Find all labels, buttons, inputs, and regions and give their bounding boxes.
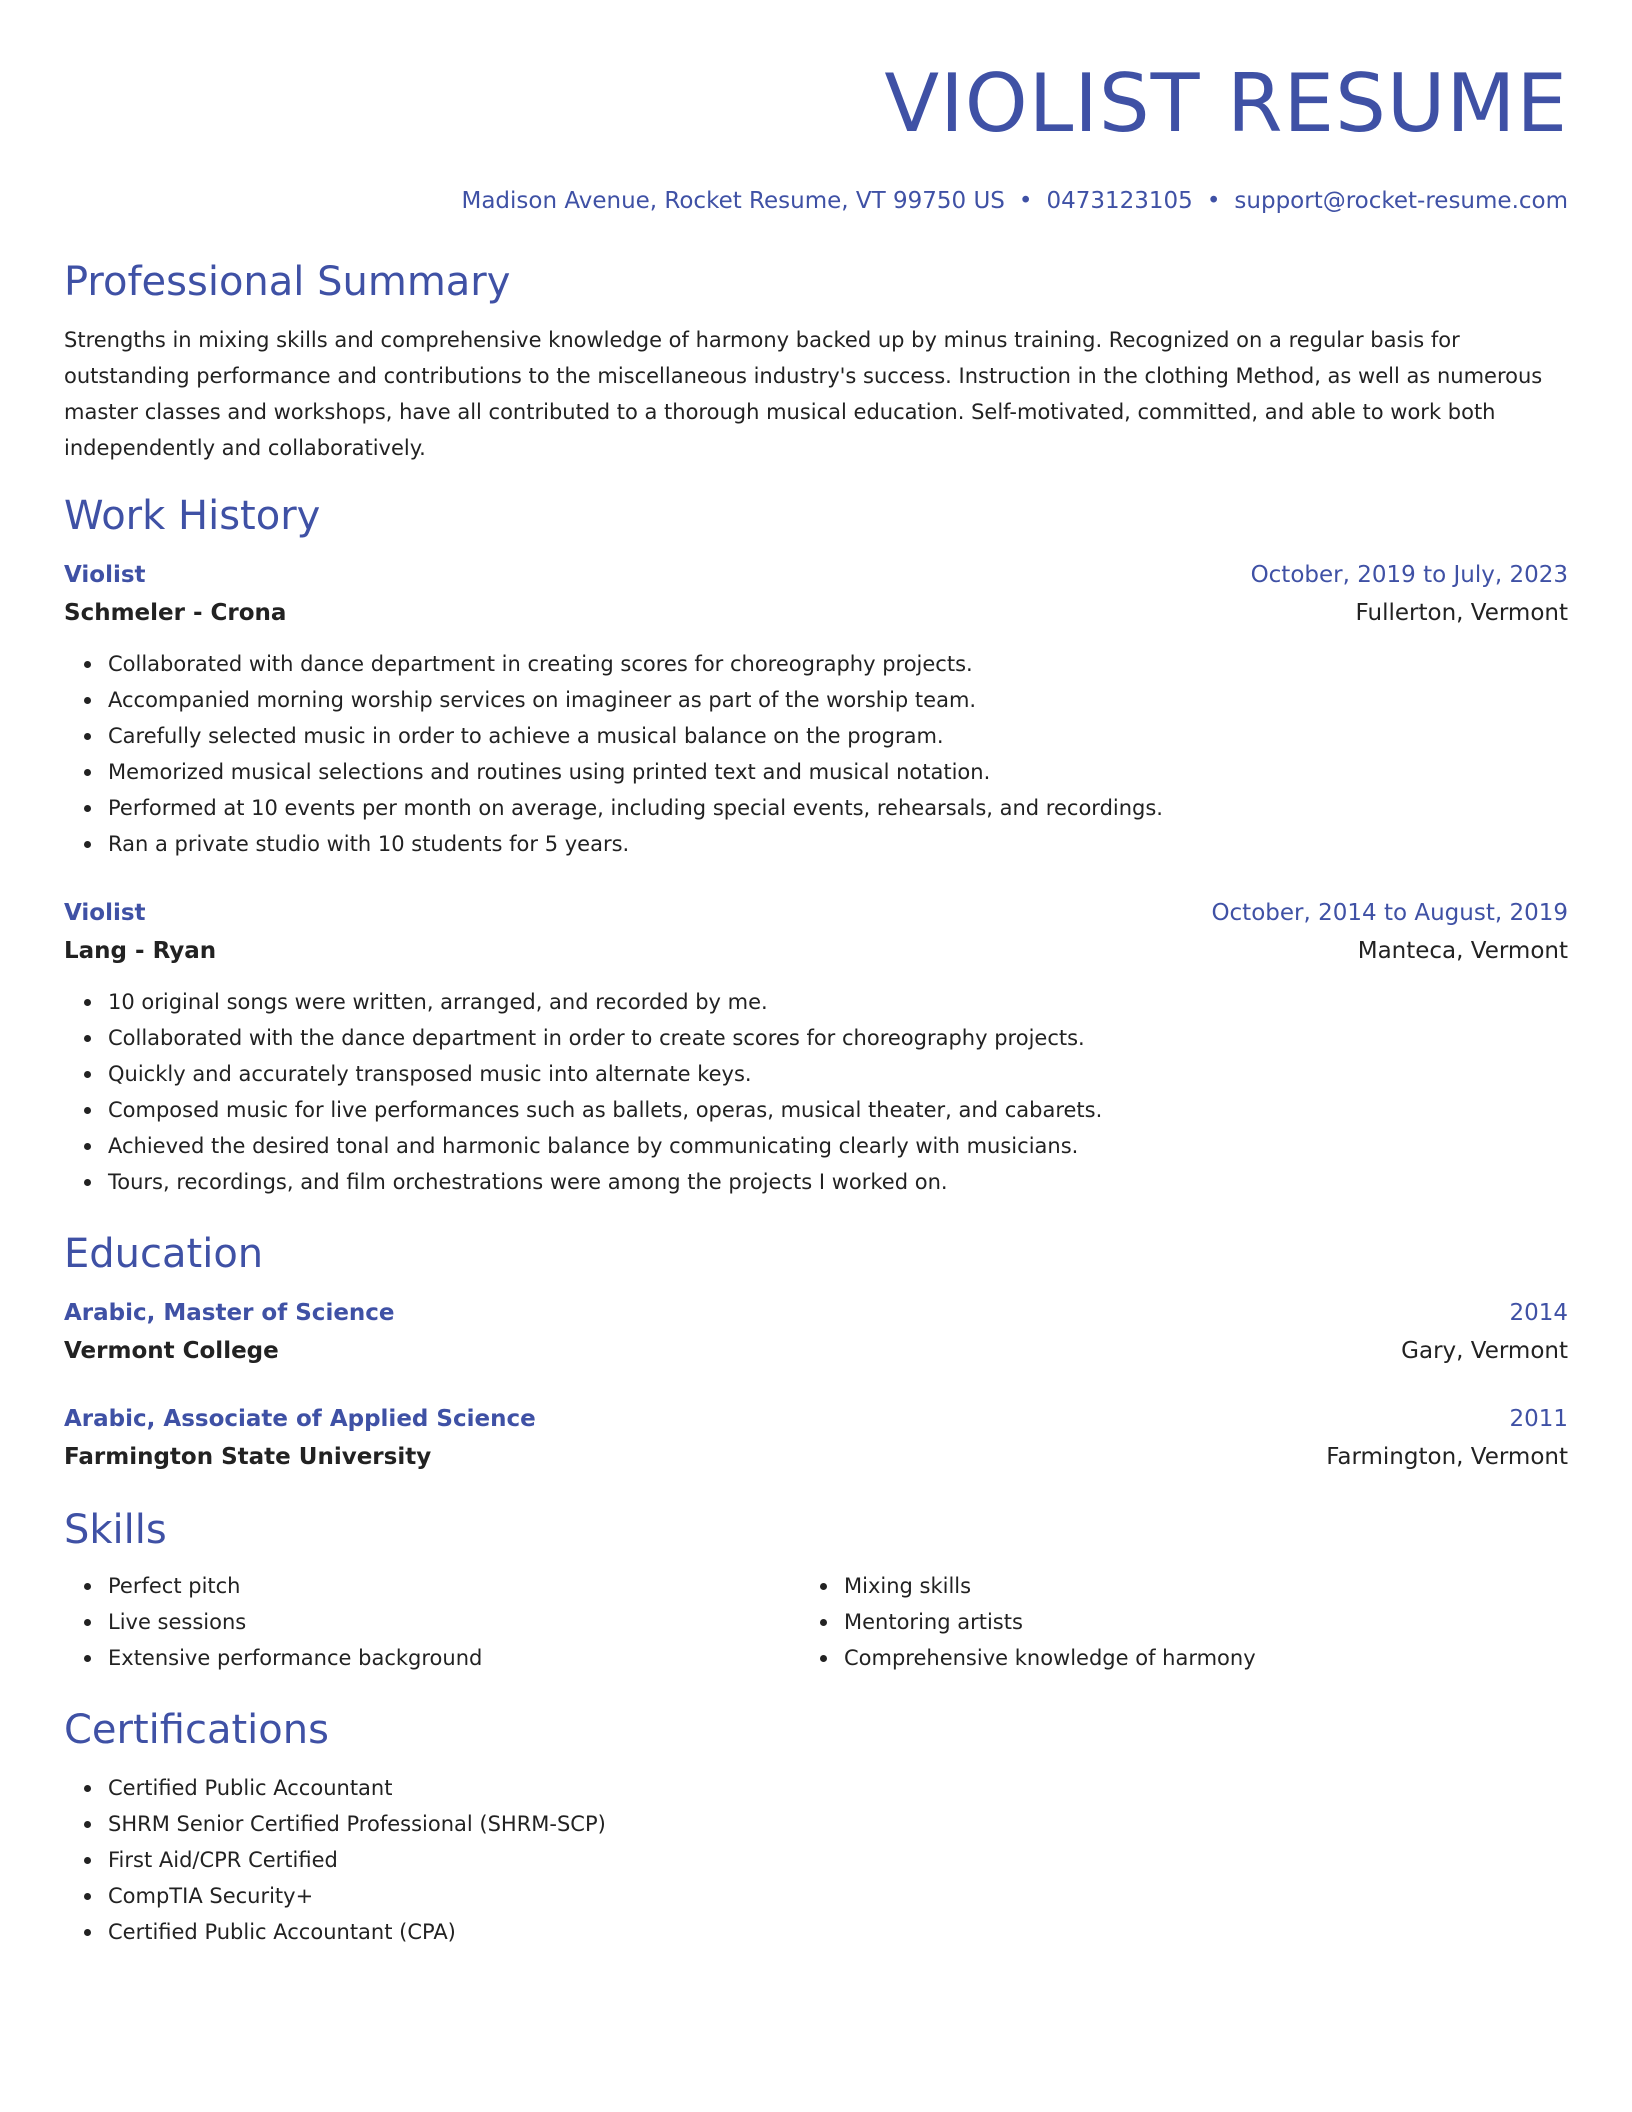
- education-school: Vermont College: [64, 1338, 279, 1364]
- list-item: First Aid/CPR Certified: [108, 1842, 1568, 1878]
- certifications-section: [64, 1706, 1568, 1950]
- list-item: Quickly and accurately transposed music into alternate keys.: [108, 1056, 1568, 1092]
- list-item: Comprehensive knowledge of harmony: [844, 1640, 1536, 1676]
- education-school: Farmington State University: [64, 1444, 432, 1470]
- job-location: Fullerton, Vermont: [1355, 600, 1568, 626]
- job-location: Manteca, Vermont: [1357, 938, 1568, 964]
- education-location: Farmington, Vermont: [1326, 1444, 1568, 1470]
- work-title: Work History: [64, 493, 321, 539]
- summary-section: [64, 258, 1568, 466]
- list-item: Certified Public Accountant (CPA): [108, 1914, 1568, 1950]
- education-degree: Arabic, Associate of Applied Science: [64, 1406, 536, 1432]
- skills-column-right: [800, 1568, 1536, 1676]
- job-company-row: [64, 932, 1568, 970]
- contact-line: [64, 186, 1568, 216]
- education-entry: [64, 1294, 1568, 1370]
- job-company: Lang - Ryan: [64, 938, 217, 964]
- education-header-row: [64, 1400, 1568, 1438]
- list-item: Composed music for live performances such as ballets, operas, musical theater, and cabarets.: [108, 1092, 1568, 1128]
- contact-address: Madison Avenue, Rocket Resume, VT 99750 US: [461, 188, 1005, 214]
- education-school-row: [64, 1438, 1568, 1476]
- list-item: Tours, recordings, and film orchestrations were among the projects I worked on.: [108, 1164, 1568, 1200]
- skills-list: [800, 1568, 1536, 1676]
- list-item: Achieved the desired tonal and harmonic balance by communicating clearly with musicians.: [108, 1128, 1568, 1164]
- education-degree: Arabic, Master of Science: [64, 1300, 395, 1326]
- contact-phone: 0473123105: [1046, 188, 1193, 214]
- contact-separator: •: [1206, 188, 1221, 214]
- list-item: Certified Public Accountant: [108, 1770, 1568, 1806]
- contact-email: support@rocket-resume.com: [1234, 188, 1568, 214]
- skills-title: Skills: [64, 1507, 167, 1553]
- list-item: Performed at 10 events per month on average, including special events, rehearsals, and recordings.: [108, 790, 1568, 826]
- summary-title: Professional Summary: [64, 259, 511, 305]
- list-item: Collaborated with the dance department in order to create scores for choreography projects.: [108, 1020, 1568, 1056]
- job-dates: October, 2019 to July, 2023: [1250, 562, 1568, 588]
- education-section: [64, 1230, 1568, 1476]
- education-title: Education: [64, 1231, 264, 1277]
- certifications-list: [64, 1770, 1568, 1950]
- list-item: Mentoring artists: [844, 1604, 1536, 1640]
- list-item: Collaborated with dance department in creating scores for choreography projects.: [108, 646, 1568, 682]
- education-year: 2011: [1509, 1406, 1568, 1432]
- job-company-row: [64, 594, 1568, 632]
- job-company: Schmeler - Crona: [64, 600, 287, 626]
- job-header-row: [64, 556, 1568, 594]
- skills-grid: [64, 1568, 1568, 1676]
- education-location: Gary, Vermont: [1401, 1338, 1568, 1364]
- list-item: Extensive performance background: [108, 1640, 800, 1676]
- list-item: Memorized musical selections and routines using printed text and musical notation.: [108, 754, 1568, 790]
- summary-text: Strengths in mixing skills and comprehensive knowledge of harmony backed up by minus training. Recognized on a regular basis for outstanding performance and contributions to the miscellaneous industry's success. Instruction in the clothing Method, as well as numerous master classes and workshops, have all contributed to a thorough musical education. Self-motivated, committed, and able to work both independently and collaboratively.: [64, 328, 1543, 460]
- job-bullets: [64, 984, 1568, 1200]
- skills-list: [64, 1568, 800, 1676]
- education-entry: [64, 1400, 1568, 1476]
- list-item: Ran a private studio with 10 students for 5 years.: [108, 826, 1568, 862]
- contact-separator: •: [1018, 188, 1033, 214]
- job-role: Violist: [64, 900, 146, 926]
- job-bullets: [64, 646, 1568, 862]
- job-role: Violist: [64, 562, 146, 588]
- education-header-row: [64, 1294, 1568, 1332]
- list-item: CompTIA Security+: [108, 1878, 1568, 1914]
- job-dates: October, 2014 to August, 2019: [1211, 900, 1568, 926]
- list-item: Accompanied morning worship services on imagineer as part of the worship team.: [108, 682, 1568, 718]
- skills-column-left: [64, 1568, 800, 1676]
- job-entry: [64, 894, 1568, 1200]
- list-item: 10 original songs were written, arranged, and recorded by me.: [108, 984, 1568, 1020]
- list-item: Carefully selected music in order to achieve a musical balance on the program.: [108, 718, 1568, 754]
- job-entry: [64, 556, 1568, 862]
- job-header-row: [64, 894, 1568, 932]
- resume-name: VIOLIST RESUME: [884, 57, 1568, 150]
- list-item: Perfect pitch: [108, 1568, 800, 1604]
- list-item: Mixing skills: [844, 1568, 1536, 1604]
- resume-header: [64, 0, 1568, 216]
- education-school-row: [64, 1332, 1568, 1370]
- certifications-title: Certifications: [64, 1707, 329, 1753]
- list-item: SHRM Senior Certified Professional (SHRM-SCP): [108, 1806, 1568, 1842]
- education-year: 2014: [1509, 1300, 1568, 1326]
- skills-section: [64, 1506, 1568, 1676]
- list-item: Live sessions: [108, 1604, 800, 1640]
- work-section: [64, 492, 1568, 1200]
